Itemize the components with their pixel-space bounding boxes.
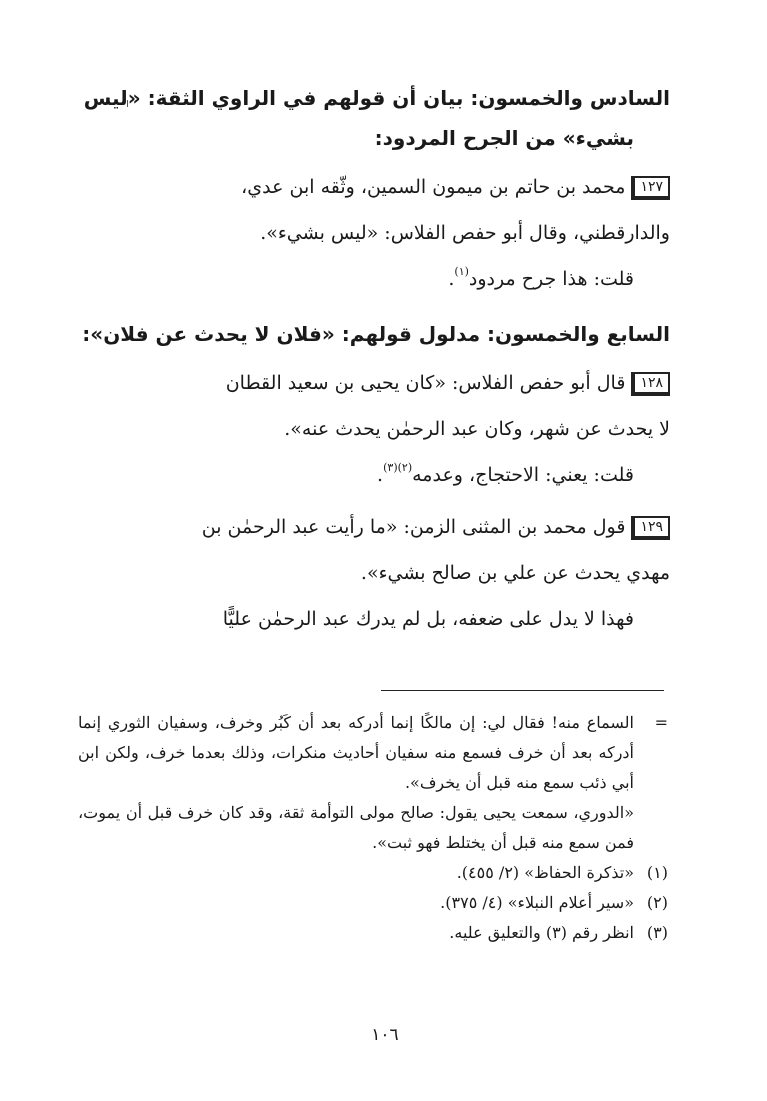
footnote-text: «سير أعلام النبلاء» (٤/ ٣٧٥). [440,893,634,912]
footnote-continuation-2 [78,798,668,858]
footnote-text: «تذكرة الحفاظ» (٢/ ٤٥٥). [456,863,634,882]
footnote-ref: (٢)(٣) [383,461,413,474]
entry-129-line2: مهدي يحدث عن علي بن صالح بشيء». [360,562,670,584]
entry-129-line3: فهذا لا يدل على ضعفه، بل لم يدرك عبد الرحمٰن عليًّا [222,608,634,630]
footnote-1 [78,858,668,888]
entry-number-box: ١٢٨ [631,372,670,396]
continuation-mark: = [654,713,668,732]
entry-number-box: ١٢٩ [631,516,670,540]
footnote-mark: (٣) [646,923,668,942]
footnote-continuation-text-2: «الدوري، سمعت يحيى يقول: صالح مولى التوأمة ثقة، وقد كان خرف قبل أن يموت، فمن سمع منه قبل أن يختلط فهو ثبت». [78,803,635,852]
entry-127-comment: قلت: هذا جرح مردود$^{(١)}$. [448,265,634,290]
entry-129 [72,504,670,642]
footnote-2 [78,888,668,918]
entry-128-comment: قلت: يعني: الاحتجاج، وعدمه$^{(٢)(٣)}$. [377,461,634,486]
entry-127-line1: ١٢٧محمد بن حاتم بن ميمون السمين، وثّقه ابن عدي، [241,176,670,198]
section-56-heading [72,78,670,158]
entry-number-box: ١٢٧ [631,176,670,200]
footnote-text: انظر رقم (٣) والتعليق عليه. [449,923,634,942]
footnote-separator [381,690,664,691]
footnotes [78,708,668,948]
section-56-heading-line1: السادس والخمسون: بيان أن قولهم في الراوي الثقة: «ليس [83,86,670,110]
section-56-heading-line2: بشيء» من الجرح المردود: [374,126,634,150]
footnote-continuation [78,708,668,798]
page-number: ١٠٦ [371,1025,399,1045]
entry-128 [72,360,670,498]
section-57-heading: السابع والخمسون: مدلول قولهم: «فلان لا يحدث عن فلان»: [82,322,670,346]
entry-127 [72,164,670,302]
footnote-3 [78,918,668,948]
footnote-mark: (٢) [646,893,668,912]
entry-128-line2: لا يحدث عن شهر، وكان عبد الرحمٰن يحدث عنه». [284,418,670,440]
footnote-continuation-text: السماع منه! فقال لي: إن مالكًا إنما أدركه بعد أن كَبُر وخرف، وسفيان الثوري إنما أدركه بعد أن خرف فسمع منه سفيان أحاديث منكرات، وذلك بعدما خرف، ولكن ابن أبي ذئب سمع منه قبل أن يخرف». [78,713,634,792]
entry-129-line1: ١٢٩قول محمد بن المثنى الزمن: «ما رأيت عبد الرحمٰن بن [202,516,670,538]
entry-128-line1: ١٢٨قال أبو حفص الفلاس: «كان يحيى بن سعيد القطان [226,372,670,394]
footnote-mark: (١) [646,863,668,882]
footnote-ref: (١) [454,265,469,278]
entry-127-line2: والدارقطني، وقال أبو حفص الفلاس: «ليس بشيء». [260,222,670,244]
